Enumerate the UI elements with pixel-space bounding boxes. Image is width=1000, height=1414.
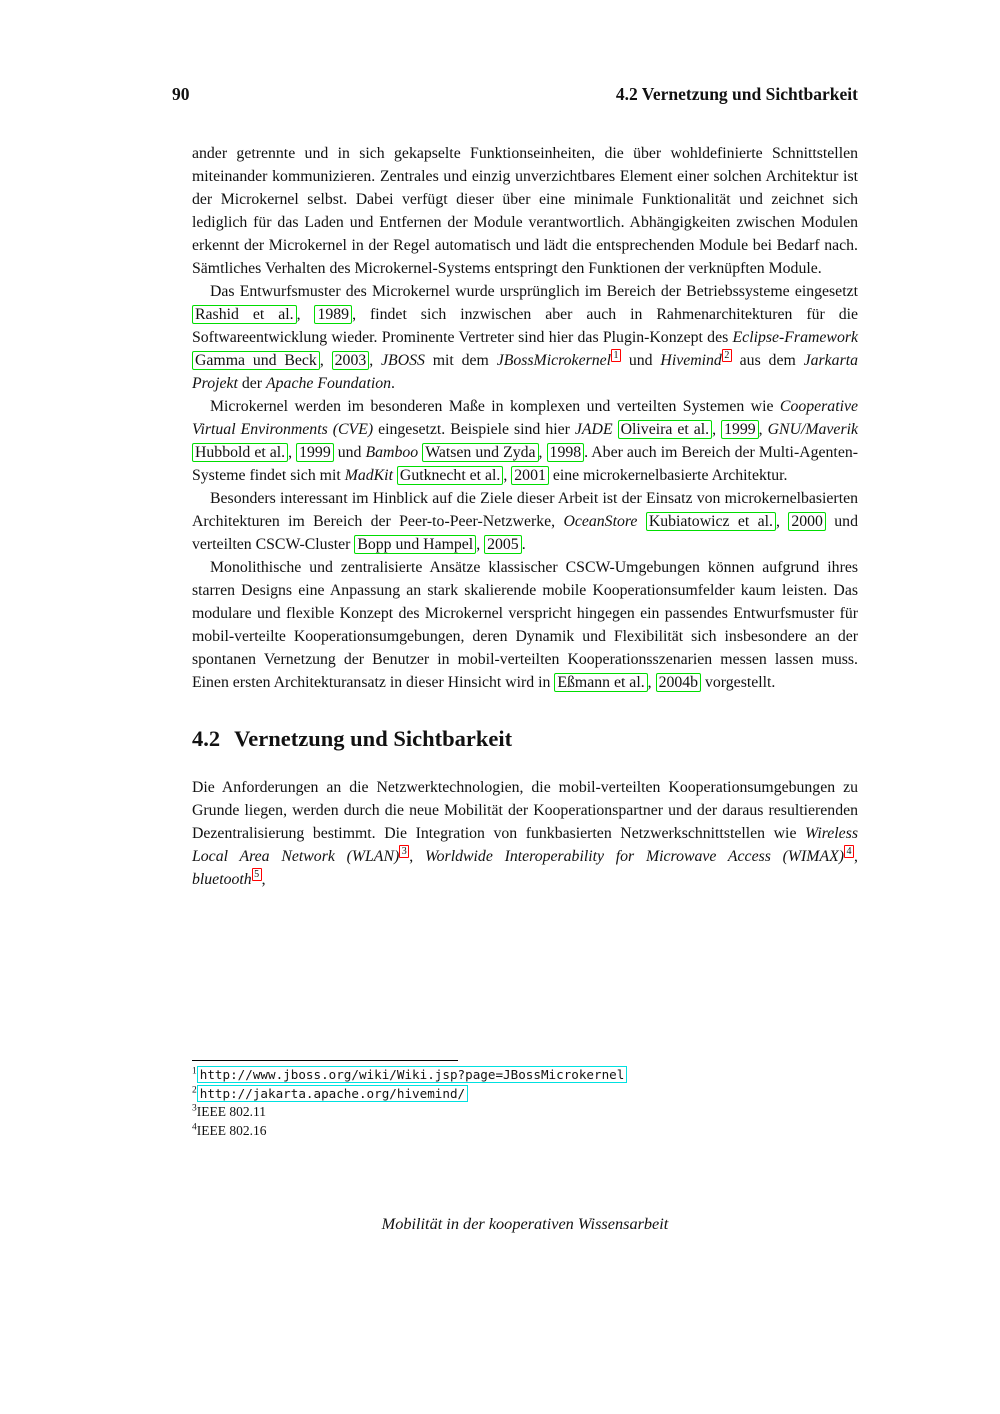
- italic-term: Jarkarta Projekt: [192, 352, 859, 392]
- citation-link[interactable]: 2000: [788, 512, 826, 531]
- header-page-number: 90: [172, 84, 190, 104]
- italic-term: GNU/Maverik: [767, 421, 858, 438]
- footnote: [192, 1066, 858, 1085]
- italic-term: Hivemind: [660, 352, 722, 369]
- citation-link[interactable]: Hubbold et al.: [192, 443, 288, 462]
- citation-link[interactable]: Gutknecht et al.: [397, 466, 503, 485]
- paragraph: Die Anforderungen an die Netzwerktechnologien, die mobil-verteilten Kooperationsumgebungen zu Grunde liegen, werden durch die neue Mobilität der Kooperationspartner und der daraus resultierenden Dezentralisierung bestimmt. Die Integration von funkbasierten Netzwerkschnittstellen wie Wireless Local Area Network (WLAN) $^3$ , Worldwide Interoperability for Microwave Access (WIMAX) $^4$ , bluetooth $^5$ ,: [192, 779, 858, 888]
- citation-link[interactable]: Rashid et al.: [192, 305, 297, 324]
- citation-link[interactable]: 2004b: [656, 673, 702, 692]
- citation-link[interactable]: Gamma und Beck: [192, 351, 320, 370]
- citation-link[interactable]: 1989: [314, 305, 352, 324]
- citation-link[interactable]: 1999: [721, 420, 759, 439]
- section-number: 4.2: [192, 726, 221, 751]
- italic-term: Apache Foundation: [266, 375, 392, 392]
- section-heading: [192, 725, 858, 752]
- header-running-title: 4.2 Vernetzung und Sichtbarkeit: [615, 84, 858, 104]
- footnote-number: 4: [192, 1122, 197, 1133]
- italic-term: OceanStore: [563, 513, 638, 530]
- italic-term: Wireless Local Area Network (WLAN): [192, 825, 858, 865]
- citation-link[interactable]: 1998: [547, 443, 585, 462]
- italic-term: Bamboo: [365, 444, 419, 461]
- footnote: [192, 1122, 858, 1141]
- italic-term: bluetooth: [192, 871, 252, 888]
- citation-link[interactable]: 2005: [484, 535, 522, 554]
- footnote-number: 3: [192, 1103, 197, 1114]
- footer-text: Mobilität in der kooperativen Wissensarbeit: [381, 1214, 669, 1233]
- citation-link[interactable]: 2003: [332, 351, 370, 370]
- footnote-marker-link[interactable]: 1: [611, 349, 621, 362]
- page-footer: [192, 1214, 858, 1234]
- citation-link[interactable]: Eßmann et al.: [554, 673, 647, 692]
- italic-term: JBossMicrokernel: [496, 352, 612, 369]
- citation-link[interactable]: Oliveira et al.: [618, 420, 713, 439]
- footnote: [192, 1103, 858, 1122]
- url-link[interactable]: http://jakarta.apache.org/hivemind/: [197, 1085, 468, 1102]
- footnote: [192, 1085, 858, 1104]
- italic-term: JBOSS: [381, 352, 425, 369]
- body-text: [192, 142, 858, 891]
- citation-link[interactable]: 1999: [296, 443, 334, 462]
- footnote-marker-link[interactable]: 4: [844, 845, 854, 858]
- paragraph: Microkernel werden im besonderen Maße in komplexen und verteilten Systemen wie Cooperative Virtual Environments (CVE) eingesetzt. Beispiele sind hier JADE Oliveira et al. , 1999 , GNU/Maverik Hubbold et al. , 1999 und Bamboo Watsen und Zyda , 1998 . Aber auch im Bereich der Multi-Agenten-Systeme findet sich mit MadKit Gutknecht et al. , 2001 eine microkernelbasierte Architektur.: [192, 398, 858, 484]
- italic-term: Cooperative Virtual Environments (CVE): [192, 398, 858, 438]
- footnote-block: [192, 1060, 858, 1140]
- citation-link[interactable]: 2001: [511, 466, 549, 485]
- citation-link[interactable]: Bopp und Hampel: [354, 535, 476, 554]
- footnote-number: 2: [192, 1085, 197, 1096]
- footnote-text: IEEE 802.16: [196, 1122, 267, 1138]
- section-title: Vernetzung und Sichtbarkeit: [234, 726, 513, 751]
- paragraph: ander getrennte und in sich gekapselte Funktionseinheiten, die über wohldefinierte Schnittstellen miteinander kommunizieren. Zentrales und einzig unverzichtbares Element einer solchen Architektur ist der Microkernel selbst. Dabei verfügt dieser über eine minimale Funktionalität und zeichnet sich lediglich für das Laden und Entfernen der Module verantwortlich. Abhängigkeiten zwischen Modulen erkennt der Microkernel in der Regel automatisch und lädt die entsprechenden Module bei Bedarf nach. Sämtliches Verhalten des Microkernel-Systems entspringt den Funktionen der verknüpften Module.: [192, 145, 858, 277]
- citation-link[interactable]: Kubiatowicz et al.: [646, 512, 776, 531]
- footnote-list: [192, 1066, 858, 1140]
- italic-term: Eclipse-Framework: [732, 329, 858, 346]
- footnote-marker-link[interactable]: 5: [252, 868, 262, 881]
- footnote-marker-link[interactable]: 2: [722, 349, 732, 362]
- paragraph: Das Entwurfsmuster des Microkernel wurde ursprünglich im Bereich der Betriebssysteme eingesetzt Rashid et al. , 1989 , findet sich inzwischen aber auch in Rahmenarchitekturen für die Softwareentwicklung wieder. Prominente Vertreter sind hier das Plugin-Konzept des Eclipse-Framework Gamma und Beck , 2003 , JBOSS mit dem JBossMicrokernel $^1$ und Hivemind $^2$ aus dem Jarkarta Projekt der Apache Foundation.: [192, 283, 859, 392]
- italic-term: Worldwide Interoperability for Microwave Access (WIMAX): [424, 848, 845, 865]
- paragraph: Besonders interessant im Hinblick auf die Ziele dieser Arbeit ist der Einsatz von microkernelbasierten Architekturen im Bereich der Peer-to-Peer-Netzwerke, OceanStore Kubiatowicz et al. , 2000 und verteilten CSCW-Cluster Bopp und Hampel , 2005 .: [192, 490, 858, 553]
- footnote-text: IEEE 802.11: [196, 1104, 266, 1120]
- footnote-marker-link[interactable]: 3: [399, 845, 409, 858]
- footnote-rule: [192, 1060, 458, 1061]
- running-header: [172, 84, 858, 104]
- italic-term: MadKit: [344, 467, 393, 484]
- url-link[interactable]: http://www.jboss.org/wiki/Wiki.jsp?page=JBossMicrokernel: [197, 1066, 628, 1083]
- italic-term: JADE: [574, 421, 613, 438]
- citation-link[interactable]: Watsen und Zyda: [422, 443, 538, 462]
- paragraph: Monolithische und zentralisierte Ansätze klassischer CSCW-Umgebungen können aufgrund ihres starren Designs eine Anpassung an stark skalierende mobile Kooperationsumfelder kaum leisten. Das modulare und flexible Konzept des Microkernel verspricht hingegen ein passendes Entwurfsmuster für mobil-verteilte Kooperationsumgebungen, deren Dynamik und Flexibilität sich insbesondere an der spontanen Vernetzung der Benutzer in mobil-verteilten Kooperationsszenarien messen lassen muss. Einen ersten Architekturansatz in dieser Hinsicht wird in Eßmann et al. , 2004b vorgestellt.: [192, 559, 858, 691]
- footnote-number: 1: [192, 1066, 197, 1077]
